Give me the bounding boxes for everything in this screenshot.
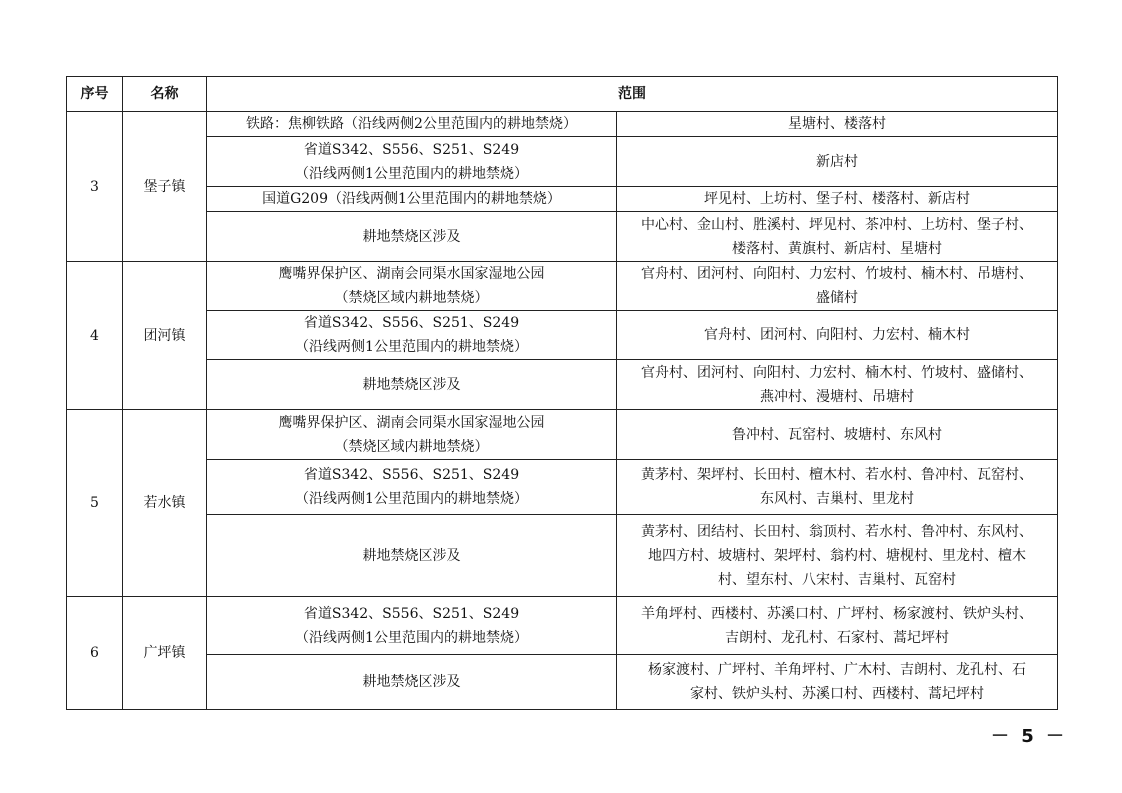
burn-ban-table (66, 76, 1058, 710)
villages-cell (617, 137, 1058, 187)
ban-area-cell (207, 460, 617, 515)
town-name: 广坪镇 (123, 597, 207, 710)
ban-area-line: 省道S342、S556、S251、S249 (303, 315, 520, 331)
villages-cell (617, 597, 1058, 655)
ban-area-line: （沿线两侧1公里范围内的耕地禁烧） (295, 629, 528, 646)
villages-cell (617, 515, 1058, 597)
ban-area-cell (207, 655, 617, 710)
villages-line: 官舟村、团河村、向阳村、力宏村、楠木村、竹坡村、盛储村、 (641, 364, 1033, 381)
villages-line: 杨家渡村、广坪村、羊角坪村、广木村、吉朗村、龙孔村、石 (648, 662, 1026, 678)
villages-line: 官舟村、团河村、向阳村、力宏村、楠木村 (704, 327, 970, 343)
villages-cell (617, 360, 1058, 410)
ban-area-line: 耕地禁烧区涉及 (362, 547, 461, 564)
villages-cell (617, 410, 1058, 460)
table-row (67, 360, 1058, 410)
ban-area-cell (207, 112, 617, 137)
villages-line: 吉朗村、龙孔村、石家村、蒿圮坪村 (725, 629, 949, 646)
header-no: 序号 (67, 77, 123, 112)
town-number: 5 (67, 410, 123, 597)
ban-area-cell (207, 515, 617, 597)
villages-line: 羊角坪村、西楼村、苏溪口村、广坪村、杨家渡村、铁炉头村、 (641, 605, 1033, 622)
table-row (67, 410, 1058, 460)
villages-line: 燕冲村、漫塘村、吊塘村 (760, 388, 914, 405)
ban-area-line: 鹰嘴界保护区、湖南会同渠水国家湿地公园 (278, 266, 545, 282)
table-row (67, 515, 1058, 597)
town-number: 4 (67, 262, 123, 410)
town-name: 团河镇 (123, 262, 207, 410)
villages-line: 鲁冲村、瓦窑村、坡塘村、东风村 (732, 426, 942, 443)
ban-area-line: 铁路：焦柳铁路（沿线两侧2公里范围内的耕地禁烧） (246, 116, 577, 132)
header-name: 名称 (123, 77, 207, 112)
villages-cell (617, 460, 1058, 515)
ban-area-line: （沿线两侧1公里范围内的耕地禁烧） (295, 491, 528, 507)
header-row (67, 77, 1058, 112)
ban-area-line: （禁烧区域内耕地禁烧） (334, 438, 489, 455)
villages-cell (617, 187, 1058, 212)
table-row (67, 212, 1058, 262)
villages-line: 坪见村、上坊村、堡子村、楼落村、新店村 (704, 191, 970, 207)
ban-area-cell (207, 262, 617, 311)
ban-area-line: （沿线两侧1公里范围内的耕地禁烧） (295, 339, 528, 355)
ban-area-cell (207, 212, 617, 262)
town-number: 6 (67, 597, 123, 710)
villages-line: 黄茅村、架坪村、长田村、檀木村、若水村、鲁冲村、瓦窑村、 (641, 467, 1033, 483)
villages-line: 新店村 (816, 153, 858, 170)
villages-line: 盛储村 (816, 290, 858, 306)
page-number: － 5 － (990, 726, 1067, 747)
villages-cell (617, 212, 1058, 262)
ban-area-cell (207, 311, 617, 360)
ban-area-line: 鹰嘴界保护区、湖南会同渠水国家湿地公园 (278, 414, 545, 431)
villages-cell (617, 262, 1058, 311)
ban-area-cell (207, 410, 617, 460)
table-row (67, 655, 1058, 710)
ban-area-cell (207, 187, 617, 212)
table-row (67, 311, 1058, 360)
ban-area-line: （禁烧区域内耕地禁烧） (334, 290, 489, 306)
ban-area-cell (207, 360, 617, 410)
ban-area-line: 省道S342、S556、S251、S249 (303, 605, 520, 622)
villages-line: 楼落村、黄旗村、新店村、星塘村 (732, 240, 942, 257)
ban-area-line: 省道S342、S556、S251、S249 (303, 467, 520, 483)
villages-line: 地四方村、坡塘村、架坪村、翁杓村、塘枧村、里龙村、檀木 (648, 547, 1026, 564)
villages-cell (617, 655, 1058, 710)
villages-line: 村、望东村、八宋村、吉巢村、瓦窑村 (718, 571, 956, 588)
table-row (67, 597, 1058, 655)
villages-line: 中心村、金山村、胜溪村、坪见村、茶冲村、上坊村、堡子村、 (641, 216, 1033, 233)
villages-cell (617, 311, 1058, 360)
table-row (67, 112, 1058, 137)
ban-area-cell (207, 597, 617, 655)
villages-line: 黄茅村、团结村、长田村、翁顶村、若水村、鲁冲村、东风村、 (641, 523, 1033, 540)
villages-cell (617, 112, 1058, 137)
town-name: 若水镇 (123, 410, 207, 597)
ban-area-line: 耕地禁烧区涉及 (362, 228, 461, 245)
ban-area-line: 省道S342、S556、S251、S249 (303, 141, 520, 158)
town-name: 堡子镇 (123, 112, 207, 262)
villages-line: 家村、铁炉头村、苏溪口村、西楼村、蒿圮坪村 (690, 686, 984, 702)
ban-area-line: （沿线两侧1公里范围内的耕地禁烧） (295, 165, 528, 182)
table-row (67, 187, 1058, 212)
villages-line: 东风村、吉巢村、里龙村 (760, 491, 914, 507)
ban-area-cell (207, 137, 617, 187)
villages-line: 官舟村、团河村、向阳村、力宏村、竹坡村、楠木村、吊塘村、 (641, 266, 1033, 282)
ban-area-line: 耕地禁烧区涉及 (362, 376, 461, 393)
header-scope: 范围 (207, 77, 1058, 112)
town-number: 3 (67, 112, 123, 262)
table-row (67, 262, 1058, 311)
ban-area-line: 国道G209（沿线两侧1公里范围内的耕地禁烧） (262, 191, 561, 207)
table-row (67, 137, 1058, 187)
table-row (67, 460, 1058, 515)
villages-line: 星塘村、楼落村 (788, 116, 886, 132)
ban-area-line: 耕地禁烧区涉及 (362, 674, 461, 690)
